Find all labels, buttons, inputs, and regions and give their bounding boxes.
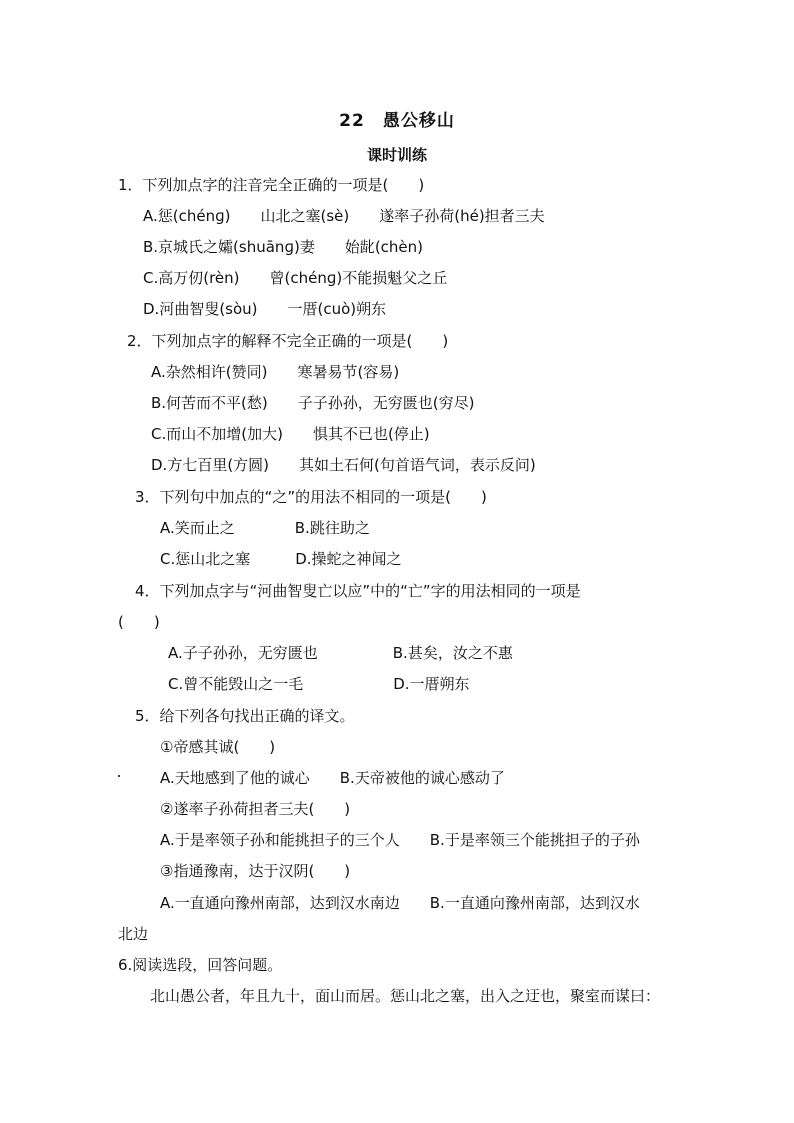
q6-stem: 6.阅读选段，回答问题。	[118, 956, 283, 974]
q3-options-ab: A.笑而止之 B.跳往助之	[160, 519, 370, 537]
q2-option-d: D.方七百里(方圆) 其如土石何(句首语气词，表示反问)	[151, 456, 536, 474]
q5-stem: 5．给下列各句找出正确的译文。	[135, 707, 355, 725]
page-subtitle: 课时训练	[366, 146, 427, 164]
q5-sentence-3-options: A.一直通向豫州南部，达到汉水南边 B.一直通向豫州南部，达到汉水	[160, 894, 640, 912]
q2-option-b: B.何苦而不平(愁) 子子孙孙，无穷匮也(穷尽)	[151, 394, 475, 412]
q3-stem: 3．下列句中加点的“之”的用法不相同的一项是( )	[135, 488, 487, 506]
q5-sentence-3: ③指通豫南，达于汉阴( )	[160, 862, 351, 880]
q1-option-b: B.京城氏之孀(shuānɡ)妻 始龀(chèn)	[143, 238, 424, 256]
q1-option-d: D.河曲智叟(sòu) 一厝(cuò)朔东	[143, 300, 387, 318]
q2-stem: 2．下列加点字的解释不完全正确的一项是( )	[127, 332, 449, 350]
q5-sentence-2-options: A.于是率领子孙和能挑担子的三个人 B.于是率领三个能挑担子的子孙	[160, 831, 640, 849]
q3-options-cd: C.惩山北之塞 D.操蛇之神闻之	[160, 550, 402, 568]
page-title: 22 愚公移山	[339, 111, 455, 131]
q5-sentence-1: ①帝感其诚( )	[160, 738, 276, 756]
q4-options-cd: C.曾不能毁山之一毛 D.一厝朔东	[168, 675, 470, 693]
stray-dot	[118, 775, 120, 777]
q5-sentence-1-options: A.天地感到了他的诚心 B.天帝被他的诚心感动了	[160, 769, 505, 787]
q6-passage: 北山愚公者，年且九十，面山而居。惩山北之塞，出入之迂也，聚室而谋曰：	[150, 987, 661, 1005]
q4-options-ab: A.子子孙孙，无穷匮也 B.甚矣，汝之不惠	[168, 644, 513, 662]
q5-sentence-2: ②遂率子孙荷担者三夫( )	[160, 800, 351, 818]
q1-option-a: A.惩(chénɡ) 山北之塞(sè) 遂率子孙荷(hé)担者三夫	[143, 207, 545, 225]
q5-sentence-3-continuation: 北边	[118, 925, 149, 943]
q1-stem: 1．下列加点字的注音完全正确的一项是( )	[118, 176, 425, 194]
q1-option-c: C.高万仞(rèn) 曾(chénɡ)不能损魁父之丘	[143, 269, 448, 287]
q4-stem: 4．下列加点字与“河曲智叟亡以应”中的“亡”字的用法相同的一项是	[135, 582, 581, 600]
q4-answer-paren: ( )	[118, 613, 160, 631]
q2-option-a: A.杂然相许(赞同) 寒暑易节(容易)	[151, 363, 400, 381]
q2-option-c: C.而山不加增(加大) 惧其不已也(停止)	[151, 425, 430, 443]
